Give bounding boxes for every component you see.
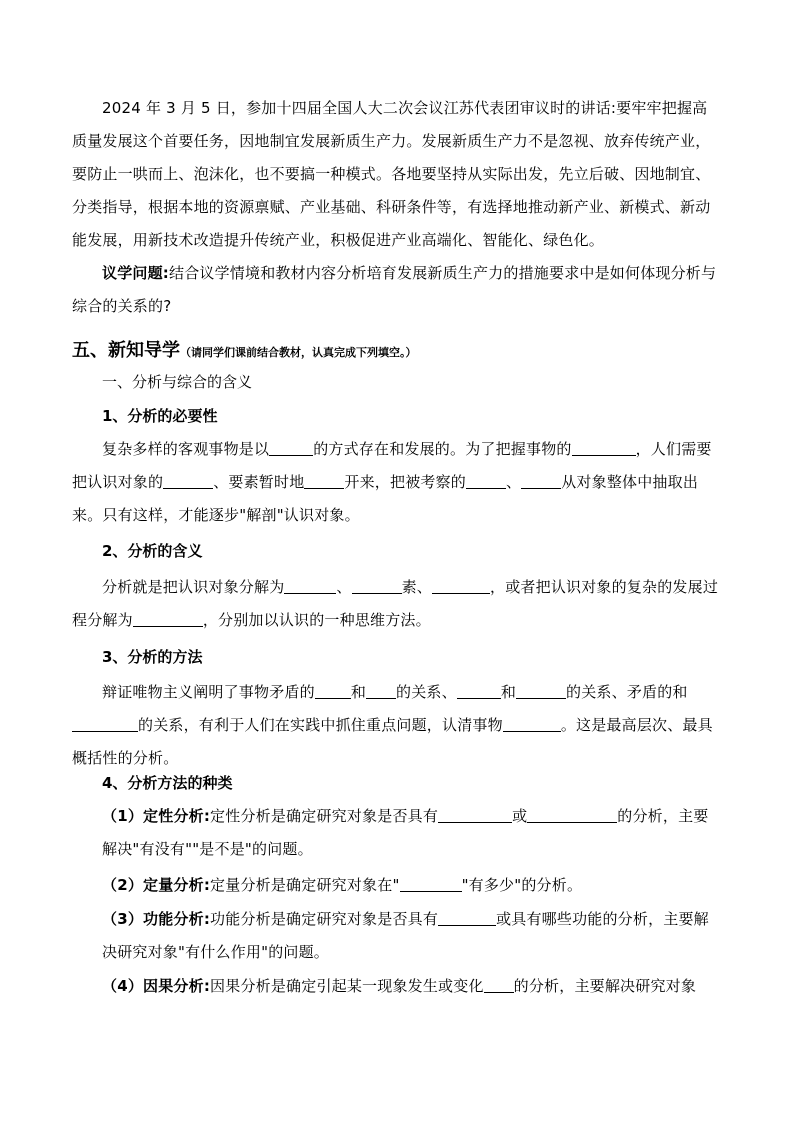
heading-3: 3、分析的方法 xyxy=(102,648,203,666)
heading-1: 1、分析的必要性 xyxy=(102,407,218,425)
fill-blank[interactable] xyxy=(527,807,617,823)
fill-blank[interactable] xyxy=(284,578,336,594)
fill-blank[interactable] xyxy=(304,473,344,489)
section-title xyxy=(72,336,417,368)
fill-blank[interactable] xyxy=(352,578,402,594)
kind-1: （1）定性分析:定性分析是确定研究对象是否具有 或 的分析，主要解决"有没有""是不是"的问题。 xyxy=(102,807,709,858)
kind-4: （4）因果分析:因果分析是确定引起某一现象发生或变化 的分析，主要解决研究对象 xyxy=(102,977,697,995)
fill-blank[interactable] xyxy=(503,716,561,732)
fill-blank[interactable] xyxy=(484,977,514,993)
question-label: 议学问题: xyxy=(102,264,169,282)
fill-blank[interactable] xyxy=(516,683,566,699)
paragraph-3: 辩证唯物主义阐明了事物矛盾的 和 的关系、 和 的关系、矛盾的和的关系，有利于人们在实践中抓住重点问题，认清事物 。这是最高层次、最具概括性的分析。 xyxy=(72,683,713,767)
section-title-text: 五、新知导学 xyxy=(72,340,180,361)
question-paragraph xyxy=(72,257,722,323)
fill-blank[interactable] xyxy=(315,683,351,699)
fill-blank[interactable] xyxy=(438,807,512,823)
fill-blank[interactable] xyxy=(72,716,138,732)
fill-blank[interactable] xyxy=(432,578,490,594)
fill-blank[interactable] xyxy=(438,910,496,926)
fill-blank[interactable] xyxy=(163,473,213,489)
fill-blank[interactable] xyxy=(457,683,501,699)
heading-2: 2、分析的含义 xyxy=(102,542,203,560)
kind-2: （2）定量分析:定量分析是确定研究对象在" "有多少"的分析。 xyxy=(102,876,583,894)
fill-blank[interactable] xyxy=(572,440,636,456)
part1-heading: 一、分析与综合的含义 xyxy=(102,373,253,391)
fill-blank[interactable] xyxy=(366,683,396,699)
fill-blank[interactable] xyxy=(269,440,313,456)
fill-blank[interactable] xyxy=(133,611,203,627)
fill-blank[interactable] xyxy=(400,876,462,892)
fill-blank[interactable] xyxy=(521,473,561,489)
section-note: （请同学们课前结合教材，认真完成下列填空。） xyxy=(180,346,417,359)
fill-blank[interactable] xyxy=(466,473,506,489)
question-text: 结合议学情境和教材内容分析培育发展新质生产力的措施要求中是如何体现分析与综合的关系的? xyxy=(72,264,717,315)
kind-3: （3）功能分析:功能分析是确定研究对象是否具有 或具有哪些功能的分析，主要解决研究对象"有什么作用"的问题。 xyxy=(102,910,709,961)
context-paragraph: 2024 年 3 月 5 日，参加十四届全国人大二次会议江苏代表团审议时的讲话:要牢牢把握高质量发展这个首要任务，因地制宜发展新质生产力。发展新质生产力不是忽视、放弃传统产业，要防止一哄而上、泡沫化，也不要搞一种模式。各地要坚持从实际出发，先立后破、因地制宜、分类指导，根据本地的资源禀赋、产业基础、科研条件等，有选择地推动新产业、新模式、新动能发展，用新技术改造提升传统产业，积极促进产业高端化、智能化、绿色化。 xyxy=(72,99,711,249)
paragraph-1: 复杂多样的客观事物是以 的方式存在和发展的。为了把握事物的 ，人们需要把认识对象的 、要素暂时地 开来，把被考察的 、 从对象整体中抽取出来。只有这样，才能逐步"解剖"认识对象。 xyxy=(72,440,712,524)
heading-4: 4、分析方法的种类 xyxy=(102,774,233,792)
paragraph-2: 分析就是把认识对象分解为 、 素、 ，或者把认识对象的复杂的发展过程分解为 ，分别加以认识的一种思维方法。 xyxy=(72,578,719,629)
